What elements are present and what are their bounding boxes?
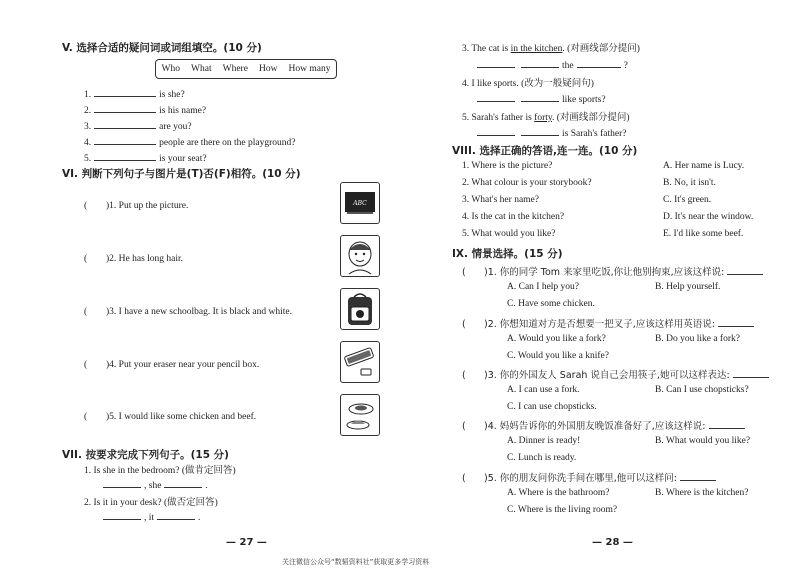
question-text: )3. 你的外国友人 Sarah 说自己会用筷子,她可以这样表达: bbox=[484, 370, 730, 381]
item-number: 1. bbox=[84, 90, 92, 100]
option-b[interactable]: B. Can I use chopsticks? bbox=[655, 385, 749, 395]
answer-blank[interactable] bbox=[733, 368, 769, 378]
option-b[interactable]: B. Do you like a fork? bbox=[655, 334, 740, 344]
question-text: )1. 你的同学 Tom 来家里吃饭,你让他别拘束,应该这样说: bbox=[484, 267, 725, 278]
answer-blank[interactable] bbox=[103, 510, 141, 520]
page-number-right: — 28 — bbox=[592, 537, 633, 548]
answer-blank[interactable] bbox=[477, 58, 515, 68]
option-c[interactable]: C. I can use chopsticks. bbox=[507, 402, 597, 412]
sec9-question bbox=[462, 470, 719, 484]
item-text: is she? bbox=[159, 90, 185, 100]
sec7-answer-5 bbox=[474, 126, 627, 139]
judge-paren[interactable]: ( bbox=[84, 360, 88, 370]
item-text: )5. I would like some chicken and beef. bbox=[106, 412, 257, 422]
item-text: are you? bbox=[159, 122, 192, 132]
match-question[interactable]: 1. Where is the picture? bbox=[462, 161, 553, 171]
option-c[interactable]: C. Lunch is ready. bbox=[507, 453, 577, 463]
item-text: )4. Put your eraser near your pencil box. bbox=[106, 360, 260, 370]
answer-blank[interactable] bbox=[727, 265, 763, 275]
option-c[interactable]: C. Would you like a knife? bbox=[507, 351, 609, 361]
underlined-text: in the kitchen bbox=[510, 44, 563, 54]
match-question[interactable]: 5. What would you like? bbox=[462, 229, 556, 239]
match-question[interactable]: 2. What colour is your storybook? bbox=[462, 178, 592, 188]
sec7-answer-1: , she . bbox=[100, 478, 208, 491]
judge-paren[interactable]: ( bbox=[84, 307, 88, 317]
judge-paren[interactable]: ( bbox=[84, 201, 88, 211]
option-b[interactable]: B. What would you like? bbox=[655, 436, 751, 446]
section-7-title: VII. 按要求完成下列句子。(15 分) bbox=[62, 449, 229, 461]
section-6-title: VI. 判断下列句子与图片是(T)否(F)相符。(10 分) bbox=[62, 168, 301, 180]
section-9-title: IX. 情景选择。(15 分) bbox=[452, 248, 563, 260]
sec7-question-4: 4. I like sports. (改为一般疑问句) bbox=[462, 79, 594, 89]
answer-blank[interactable] bbox=[680, 471, 716, 481]
underlined-text: forty bbox=[534, 113, 553, 123]
sec6-item bbox=[84, 254, 183, 264]
sec5-item bbox=[84, 103, 206, 116]
question-text: . (对画线部分提问) bbox=[552, 113, 630, 123]
word-bank-item: Where bbox=[222, 64, 248, 74]
match-answer[interactable]: C. It's green. bbox=[663, 195, 712, 205]
answer-blank[interactable] bbox=[521, 92, 559, 102]
word-bank-item: What bbox=[191, 64, 212, 74]
answer-blank[interactable] bbox=[94, 119, 156, 129]
food-picture bbox=[340, 394, 380, 436]
answer-blank[interactable] bbox=[94, 103, 156, 113]
answer-blank[interactable] bbox=[521, 126, 559, 136]
choice-paren[interactable]: ( bbox=[462, 319, 466, 330]
sec7-question-1: 1. Is she in the bedroom? (做肯定回答) bbox=[84, 466, 236, 476]
option-a[interactable]: A. I can use a fork. bbox=[507, 385, 580, 395]
word-bank bbox=[155, 59, 337, 79]
sec9-question bbox=[462, 264, 766, 278]
match-answer[interactable]: E. I'd like some beef. bbox=[663, 229, 744, 239]
answer-text: , she bbox=[144, 481, 162, 491]
choice-paren[interactable]: ( bbox=[462, 473, 466, 484]
answer-text: like sports? bbox=[562, 95, 606, 105]
item-text: people are there on the playground? bbox=[159, 138, 296, 148]
match-answer[interactable]: A. Her name is Lucy. bbox=[663, 161, 745, 171]
word-bank-item: How many bbox=[288, 64, 331, 74]
sec5-item bbox=[84, 135, 296, 148]
sec7-answer-3: the ? bbox=[474, 58, 628, 71]
item-number: 3. bbox=[84, 122, 92, 132]
pencil-box-picture bbox=[340, 341, 380, 383]
option-a[interactable]: A. Can I help you? bbox=[507, 282, 580, 292]
sec9-question bbox=[462, 316, 757, 330]
answer-text: , it bbox=[144, 513, 155, 523]
sec5-item bbox=[84, 151, 207, 164]
option-a[interactable]: A. Where is the bathroom? bbox=[507, 488, 610, 498]
item-text: is his name? bbox=[159, 106, 207, 116]
judge-paren[interactable]: ( bbox=[84, 254, 88, 264]
sec9-question bbox=[462, 418, 748, 432]
option-b[interactable]: B. Help yourself. bbox=[655, 282, 721, 292]
item-text: )1. Put up the picture. bbox=[106, 201, 189, 211]
question-text: )5. 你的朋友问你洗手间在哪里,他可以这样问: bbox=[484, 473, 678, 484]
boy-picture bbox=[340, 235, 380, 277]
question-text: )2. 你想知道对方是否想要一把叉子,应该这样用英语说: bbox=[484, 319, 716, 330]
item-number: 2. bbox=[84, 106, 92, 116]
answer-blank[interactable] bbox=[709, 419, 745, 429]
answer-blank[interactable] bbox=[103, 478, 141, 488]
option-a[interactable]: A. Dinner is ready! bbox=[507, 436, 581, 446]
choice-paren[interactable]: ( bbox=[462, 421, 466, 432]
item-text: )3. I have a new schoolbag. It is black and white. bbox=[106, 307, 292, 317]
section-8-title: VIII. 选择正确的答语,连一连。(10 分) bbox=[452, 145, 638, 157]
choice-paren[interactable]: ( bbox=[462, 267, 466, 278]
sec5-item bbox=[84, 87, 185, 100]
sec7-question-3 bbox=[462, 40, 640, 54]
match-answer[interactable]: D. It's near the window. bbox=[663, 212, 754, 222]
word-bank-item: How bbox=[258, 64, 278, 74]
sec6-item bbox=[84, 360, 259, 370]
sec6-item bbox=[84, 201, 188, 211]
item-number: 5. bbox=[84, 154, 92, 164]
sec9-question bbox=[462, 367, 772, 381]
answer-blank[interactable] bbox=[521, 58, 559, 68]
answer-blank[interactable] bbox=[477, 126, 515, 136]
answer-blank[interactable] bbox=[477, 92, 515, 102]
match-question[interactable]: 4. Is the cat in the kitchen? bbox=[462, 212, 565, 222]
blackboard-picture bbox=[340, 182, 380, 224]
sec7-answer-2: , it . bbox=[100, 510, 200, 523]
match-question[interactable]: 3. What's her name? bbox=[462, 195, 539, 205]
item-text: is your seat? bbox=[159, 154, 207, 164]
answer-blank[interactable] bbox=[718, 317, 754, 327]
answer-blank[interactable] bbox=[157, 510, 195, 520]
footer-note: 关注微信公众号“数韬资料社”获取更多学习资料 bbox=[282, 558, 430, 566]
question-text: 3. The cat is bbox=[462, 44, 511, 54]
item-number: 4. bbox=[84, 138, 92, 148]
option-c[interactable]: C. Where is the living room? bbox=[507, 505, 618, 515]
section-5-title: V. 选择合适的疑问词或词组填空。(10 分) bbox=[62, 42, 262, 54]
option-a[interactable]: A. Would you like a fork? bbox=[507, 334, 606, 344]
answer-blank[interactable] bbox=[94, 151, 156, 161]
choice-paren[interactable]: ( bbox=[462, 370, 466, 381]
word-bank-item: Who bbox=[161, 64, 180, 74]
answer-blank[interactable] bbox=[577, 58, 621, 68]
option-b[interactable]: B. Where is the kitchen? bbox=[655, 488, 749, 498]
answer-text: the bbox=[562, 61, 574, 71]
sec6-item bbox=[84, 307, 292, 317]
judge-paren[interactable]: ( bbox=[84, 412, 88, 422]
option-c[interactable]: C. Have some chicken. bbox=[507, 299, 595, 309]
item-text: )2. He has long hair. bbox=[106, 254, 184, 264]
sec5-item bbox=[84, 119, 192, 132]
match-answer[interactable]: B. No, it isn't. bbox=[663, 178, 716, 188]
sec7-answer-4 bbox=[474, 92, 606, 105]
answer-text: is Sarah's father? bbox=[562, 129, 627, 139]
schoolbag-picture bbox=[340, 288, 380, 330]
question-text: . (对画线部分提问) bbox=[562, 44, 640, 54]
question-text: 5. Sarah's father is bbox=[462, 113, 535, 123]
sec7-question-2: 2. Is it in your desk? (做否定回答) bbox=[84, 498, 218, 508]
blackboard-text: ABC bbox=[353, 200, 367, 207]
sec7-question-5 bbox=[462, 109, 630, 123]
page-number-left: — 27 — bbox=[226, 537, 267, 548]
sec6-item bbox=[84, 412, 256, 422]
question-text: )4. 妈妈告诉你的外国朋友晚饭准备好了,应该这样说: bbox=[484, 421, 706, 432]
answer-blank[interactable] bbox=[94, 135, 156, 145]
answer-blank[interactable] bbox=[94, 87, 156, 97]
answer-blank[interactable] bbox=[164, 478, 202, 488]
